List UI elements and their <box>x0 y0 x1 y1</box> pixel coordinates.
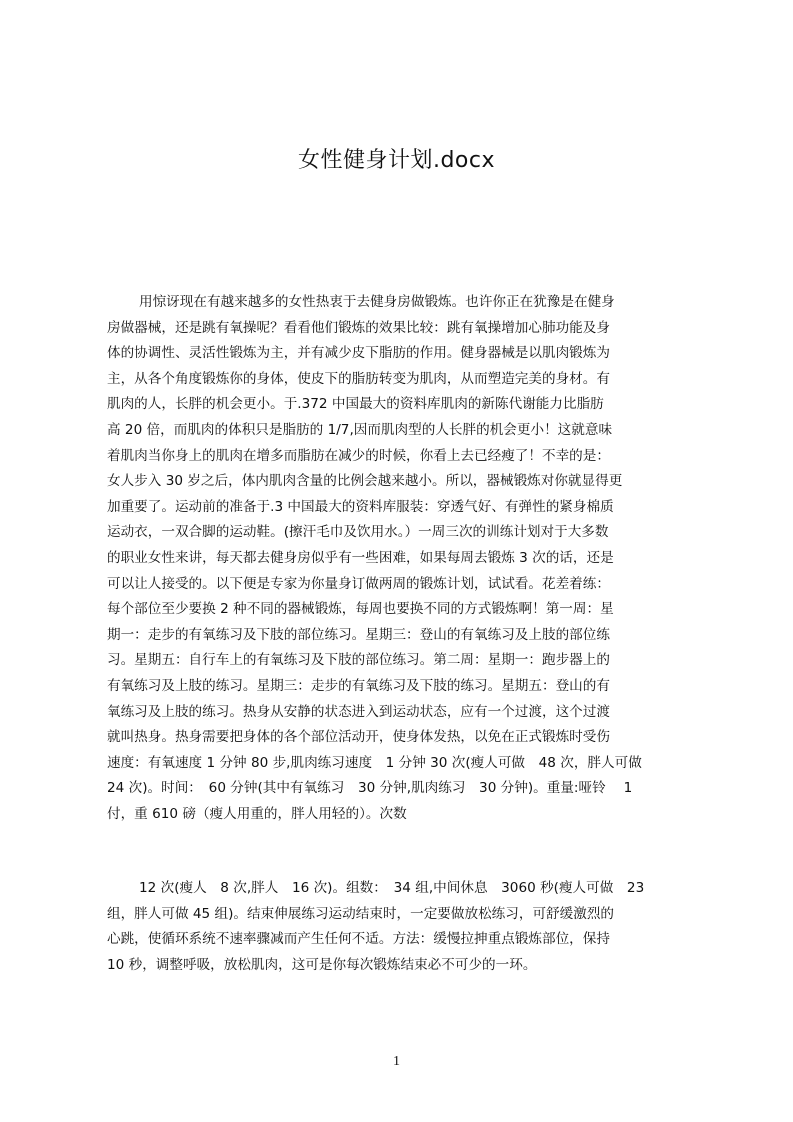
text-line: 每个部位至少要换 2 种不同的器械锻炼，每周也要换不同的方式锻炼啊！第一周：星 <box>107 601 614 618</box>
text-line: 12 次(瘦人 8 次,胖人 16 次)。组数： 34 组,中间休息 3060 秒(瘦人可做 23 <box>139 880 645 896</box>
text-line: 可以让人接受的。以下便是专家为你量身订做两周的锻炼计划，试试看。花差着练： <box>107 575 610 592</box>
text-line: 体的协调性、灵活性锻炼为主，并有减少皮下脂肪的作用。健身器械是以肌肉锻炼为 <box>107 345 610 362</box>
text-line: 运动衣，一双合脚的运动鞋。(擦汗毛巾及饮用水。）一周三次的训练计划对于大多数 <box>107 524 609 541</box>
text-line: 就叫热身。热身需要把身体的各个部位活动开，使身体发热，以免在正式锻炼时受伤 <box>107 729 610 746</box>
text-line: 着肌肉当你身上的肌肉在增多而脂肪在减少的时候，你看上去已经瘦了！不幸的是： <box>107 447 610 464</box>
text-line: 氧练习及上肢的练习。热身从安静的状态进入到运动状态，应有一个过渡，这个过渡 <box>107 703 610 720</box>
text-line: 女人步入 30 岁之后，体内肌肉含量的比例会越来越小。所以，器械锻炼对你就显得更 <box>107 473 623 490</box>
text-line: 肌肉的人，长胖的机会更小。于.372 中国最大的资料库肌肉的新陈代谢能力比脂肪 <box>107 396 604 413</box>
text-line: 24 次)。时间： 60 分钟(其中有氧练习 30 分钟,肌肉练习 30 分钟)。重量:哑铃 1 <box>107 780 633 797</box>
text-line: 高 20 倍，而肌肉的体积只是脂肪的 1/7,因而肌肉型的人长胖的机会更小！这就意味 <box>107 421 613 438</box>
text-line: 付，重 610 磅（瘦人用重的，胖人用轻的）。次数 <box>107 805 407 822</box>
text-line: 有氧练习及上肢的练习。星期三：走步的有氧练习及下肢的练习。星期五：登山的有 <box>107 677 610 694</box>
text-line: 组，胖人可做 45 组)。结束伸展练习运动结束时，一定要做放松练习，可舒缓激烈的 <box>107 905 615 922</box>
text-line: 用惊讶现在有越来越多的女性热衷于去健身房做锻炼。也许你正在犹豫是在健身 <box>139 294 615 310</box>
text-line: 的职业女性来讲，每天都去健身房似乎有一些困难，如果每周去锻炼 3 次的话，还是 <box>107 549 614 566</box>
text-line: 房做器械，还是跳有氧操呢？看看他们锻炼的效果比较：跳有氧操增加心肺功能及身 <box>107 319 610 336</box>
text-line: 主，从各个角度锻炼你的身体，使皮下的脂肪转变为肌肉，从而塑造完美的身材。有 <box>107 370 610 387</box>
paragraph-2 <box>107 876 699 978</box>
text-line: 10 秒，调整呼吸，放松肌肉，这可是你每次锻炼结束必不可少的一环。 <box>107 956 537 973</box>
paragraph-1 <box>107 290 699 827</box>
text-line: 加重要了。运动前的准备于.3 中国最大的资料库服装：穿透气好、有弹性的紧身棉质 <box>107 498 614 515</box>
text-line: 心跳，使循环系统不速率骤减而产生任何不适。方法：缓慢拉抻重点锻炼部位，保持 <box>107 931 610 948</box>
text-line: 速度：有氧速度 1 分钟 80 步,肌肉练习速度 1 分钟 30 次(瘦人可做 48 次，胖人可做 <box>107 754 642 771</box>
document-title: 女性健身计划.docx <box>297 148 496 173</box>
text-line: 期一：走步的有氧练习及下肢的部位练习。星期三：登山的有氧练习及上肢的部位练 <box>107 626 610 643</box>
page-number: 1 <box>393 1054 400 1069</box>
text-line: 习。星期五：自行车上的有氧练习及下肢的部位练习。第二周：星期一：跑步器上的 <box>107 652 610 669</box>
